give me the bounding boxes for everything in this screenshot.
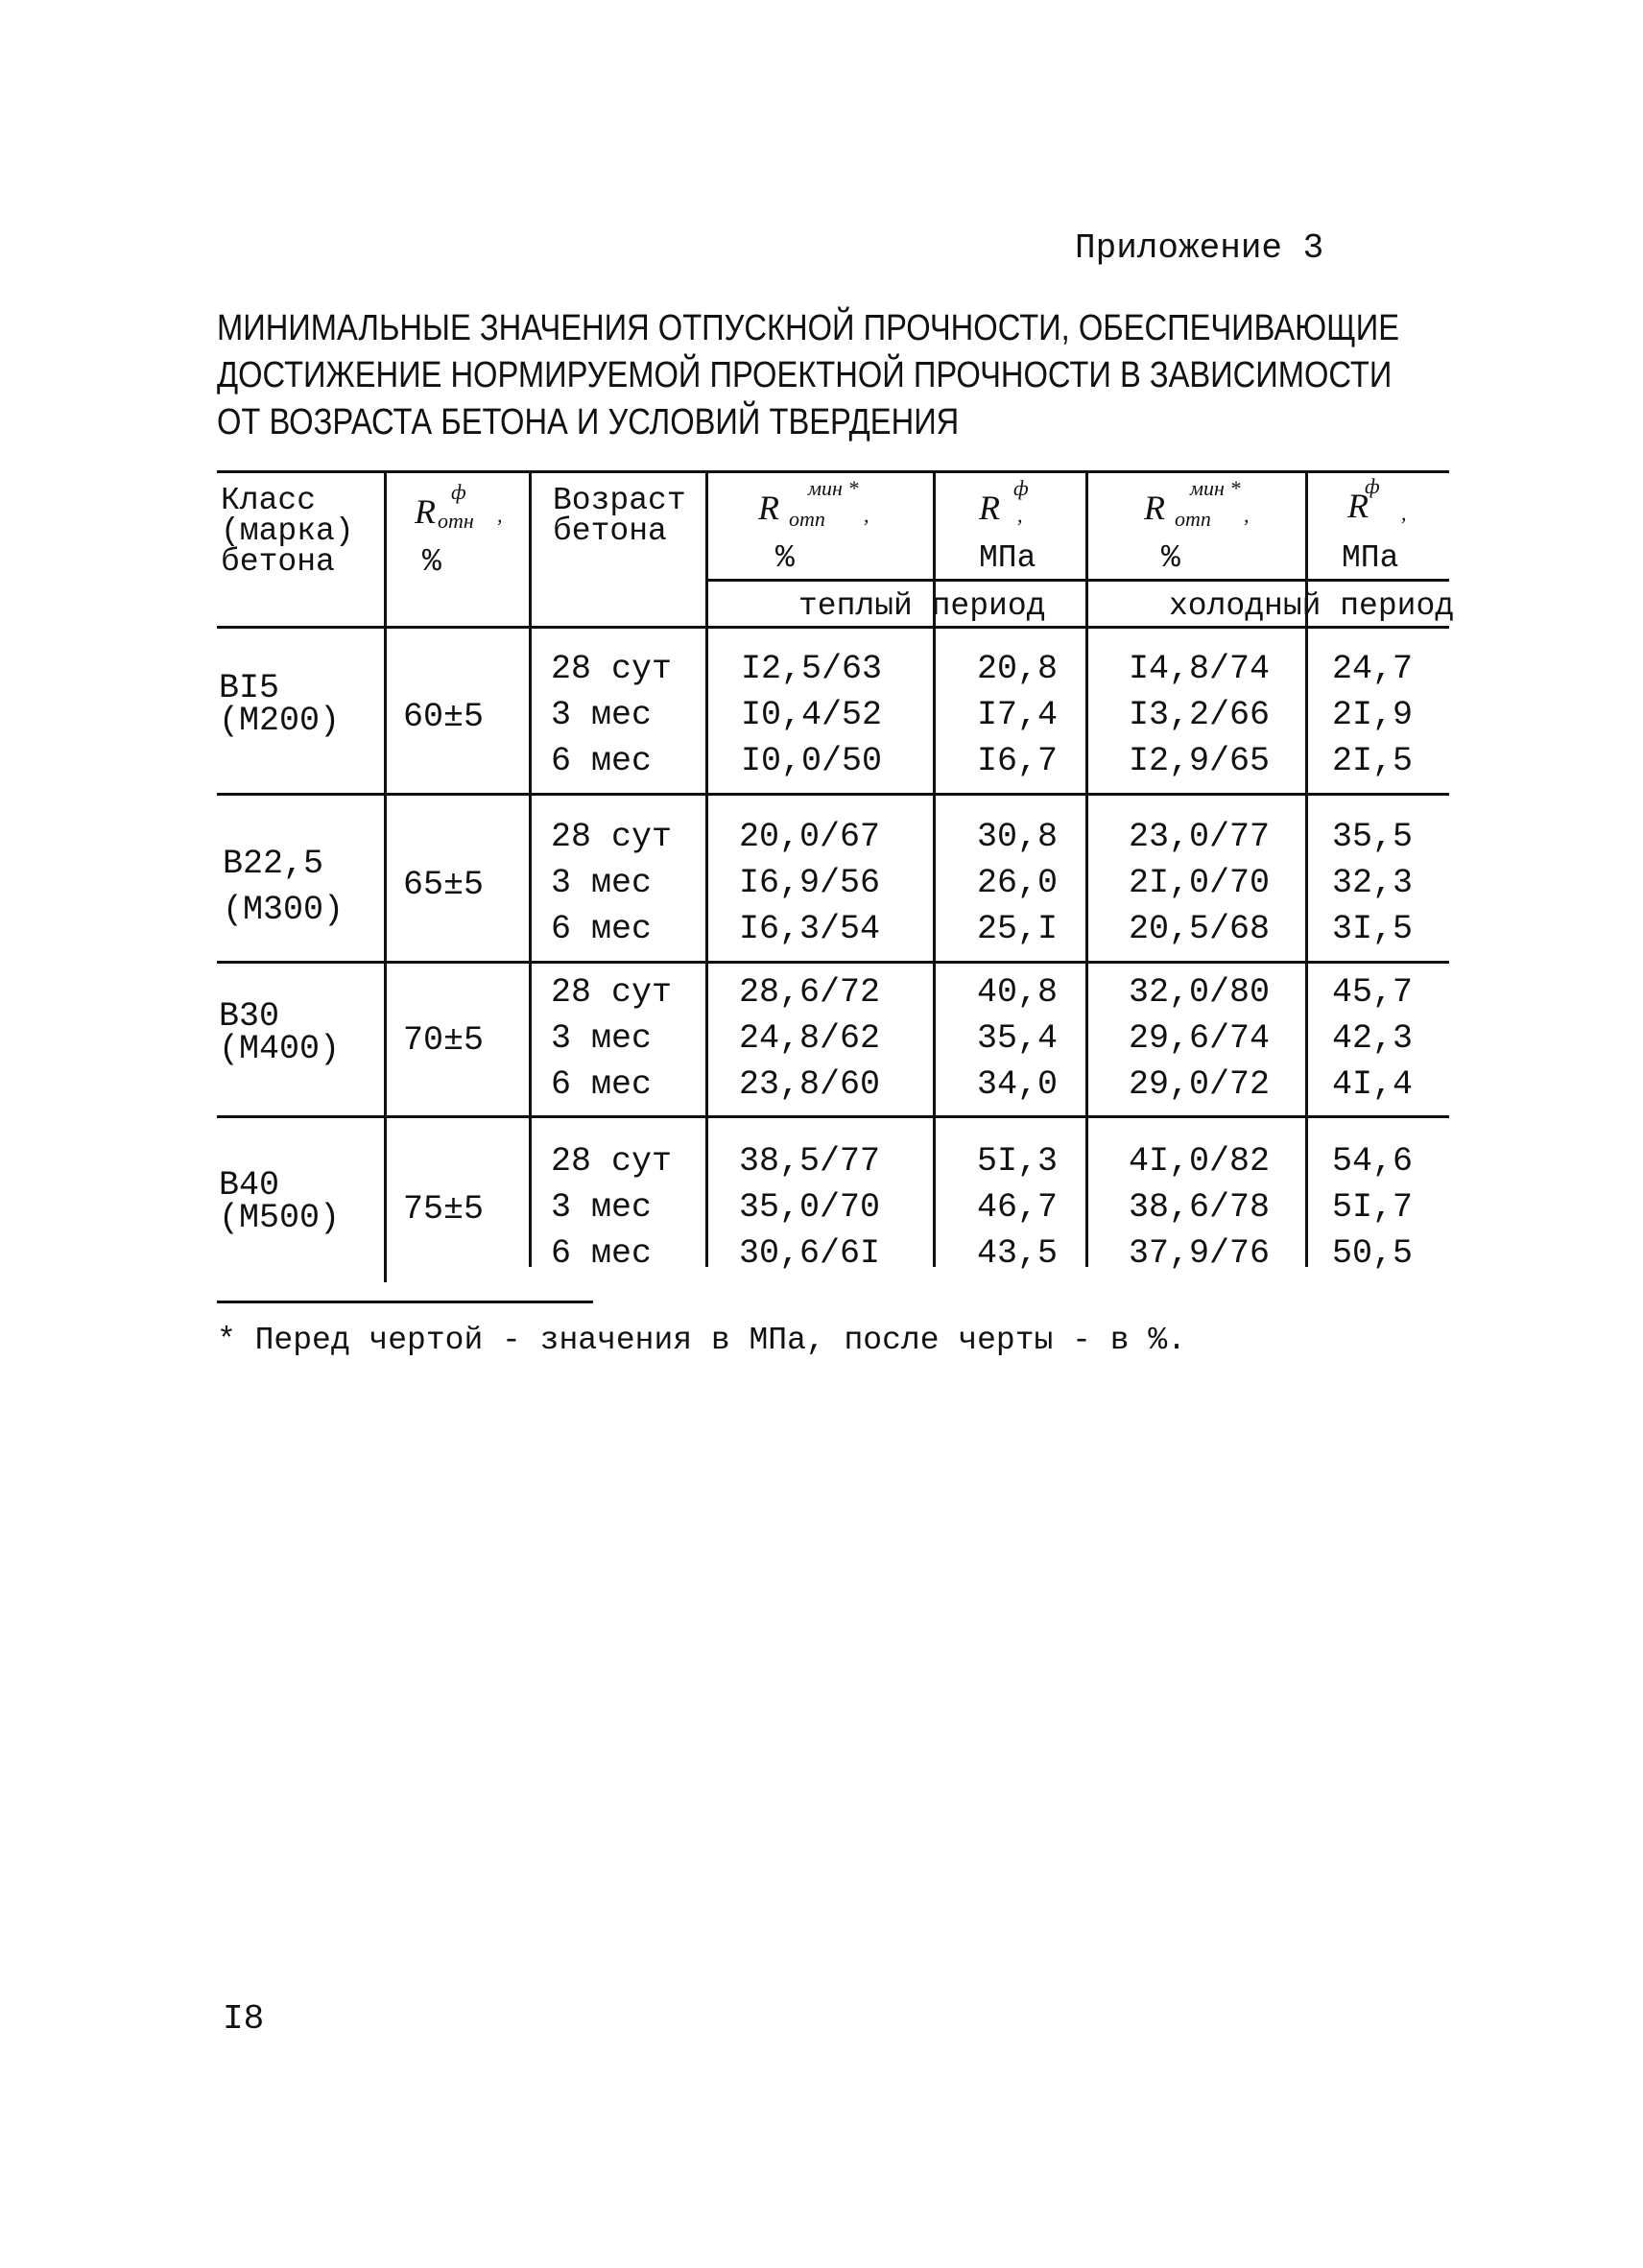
group-rule-3 [217, 1115, 1449, 1118]
group-rule-2 [217, 961, 1449, 964]
r-otn-cell: 75±5 [403, 1190, 485, 1229]
class-cell: BI5 (M200) [219, 669, 341, 740]
group-rule-1 [217, 793, 1449, 796]
title-line-3: ОТ ВОЗРАСТА БЕТОНА И УСЛОВИЙ ТВЕРДЕНИЯ [217, 402, 960, 442]
class-cell: B22,5 (M300) [223, 845, 345, 929]
cold-period-label: холодный период [1169, 588, 1455, 624]
document-title [217, 305, 1592, 446]
r-otn-cell: 60±5 [403, 698, 485, 736]
col-rule-1 [384, 470, 387, 1282]
warm-period-label: теплый период [798, 588, 1046, 624]
r-otn-cell: 70±5 [403, 1021, 485, 1060]
period-rule [707, 579, 1449, 582]
col-rule-3 [705, 470, 708, 1267]
title-line-1: МИНИМАЛЬНЫЕ ЗНАЧЕНИЯ ОТПУСКНОЙ ПРОЧНОСТИ, ОБЕСПЕЧИВАЮЩИЕ [217, 308, 1400, 348]
header-age: Возраст бетона [553, 483, 686, 549]
footnote-rule [217, 1301, 593, 1303]
class-cell: B30 (M400) [219, 997, 341, 1068]
header-class: Класс (марка) бетона [221, 483, 354, 580]
table-top-rule [217, 470, 1449, 473]
class-cell: B40 (M500) [219, 1166, 341, 1237]
col-rule-5 [1085, 470, 1088, 1267]
appendix-label: Приложение 3 [1075, 228, 1324, 268]
r-otn-cell: 65±5 [403, 866, 485, 904]
col-rule-2 [529, 470, 532, 1267]
title-line-2: ДОСТИЖЕНИЕ НОРМИРУЕМОЙ ПРОЕКТНОЙ ПРОЧНОСТИ В ЗАВИСИМОСТИ [217, 355, 1393, 395]
footnote: * Перед чертой - значения в МПа, после черты - в %. [217, 1323, 1186, 1358]
page-number: I8 [223, 1999, 265, 2039]
header-bottom-rule [217, 626, 1449, 629]
